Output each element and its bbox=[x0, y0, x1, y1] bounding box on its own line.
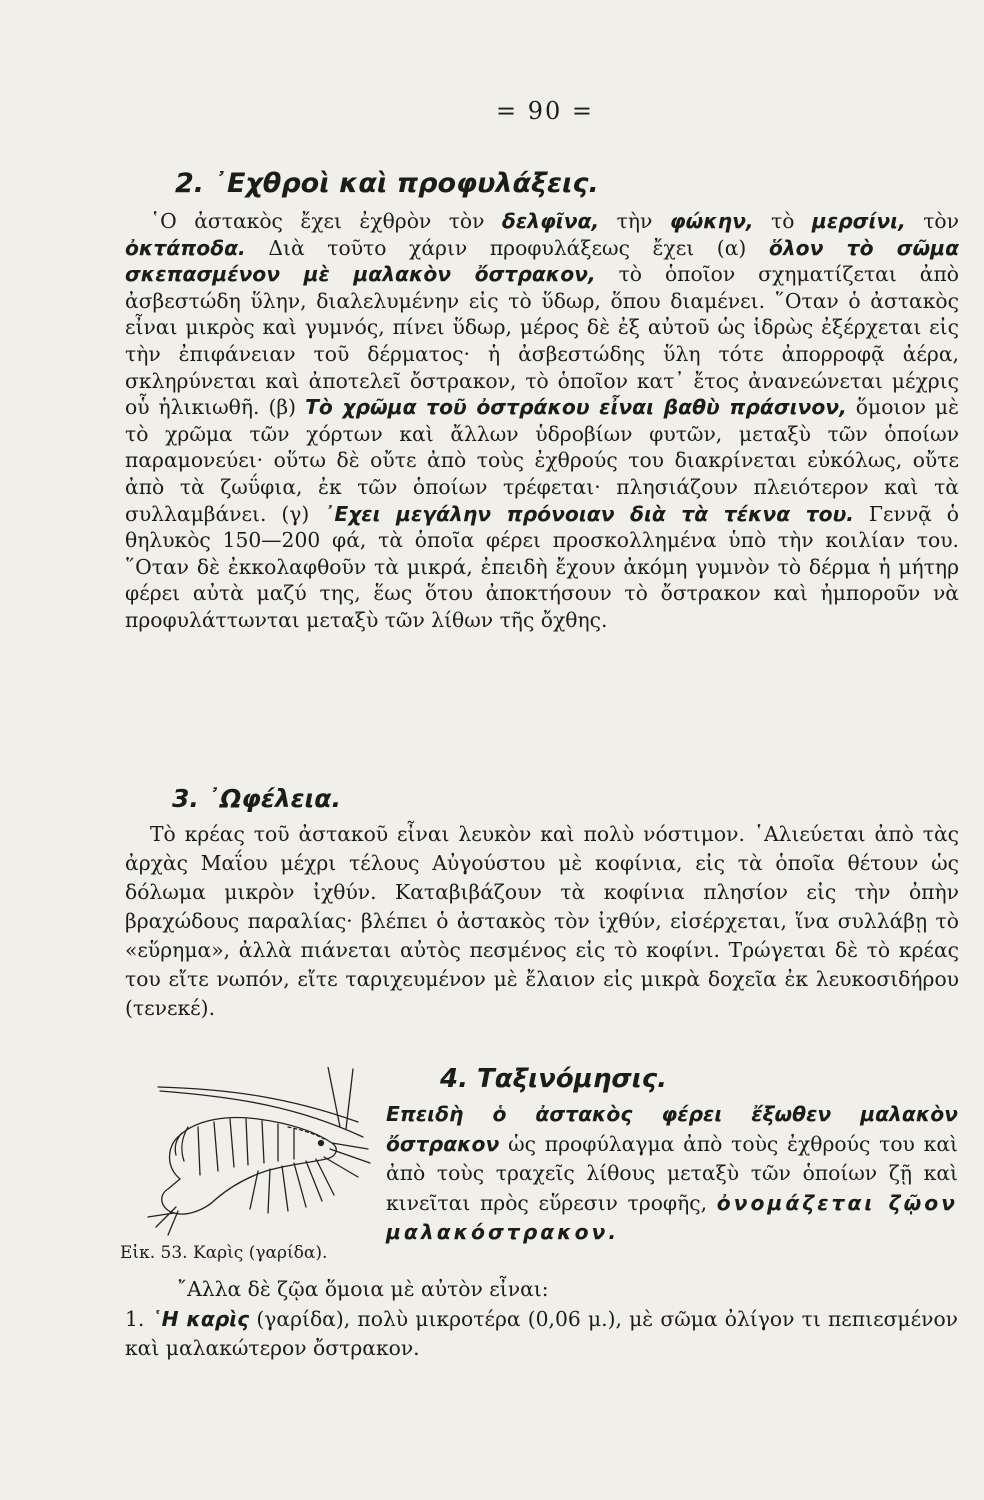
text-run: ὡς προφύλαγμα ἀπὸ τοὺς ἐχθρούς του καὶ ἀπὸ τοὺς τραχεῖς λίθους μεταξὺ τῶν ὁποίων ζῇ καὶ κινεῖται πρὸς εὕρεσιν τροφῆς, bbox=[386, 1131, 958, 1215]
text-run: τὴν bbox=[599, 209, 670, 233]
emphasis-text: ὀνομάζεται ζῷον μαλακόστρακον. bbox=[386, 1190, 958, 1244]
text-run: Γεννᾷ ὁ θηλυκὸς 150—200 φά, τὰ ὁποῖα φέρει προσκολλημένα ὑπὸ τὴν κοιλίαν του. ῞Οταν δὲ ἐκκολαφθοῦν τὰ μικρά, ἐπειδὴ ἔχουν ἀκόμη γυμνὸν τὸ δέρμα ἡ μήτηρ φέρει αὐτὰ μαζύ της, ἕως ὅτου ἀποκτήσουν τὸ ὄστρακον καὶ ἠμποροῦν νὰ προφυλάττωνται μεταξὺ τῶν λίθων τῆς ὄχθης. bbox=[125, 501, 959, 632]
emphasis-text: μερσίνι, bbox=[811, 209, 906, 233]
text-run: ὅμοιον μὲ τὸ χρῶμα τῶν χόρτων καὶ ἄλλων ὑδροβίων φυτῶν, μεταξὺ τῶν ὁποίων παραμονεύει· οὕτω δὲ οὔτε ἀπὸ τοὺς ἐχθρούς του διακρίνεται εὐκόλως, οὔτε ἀπὸ τὰ ζωΰφια, ἐκ τῶν ὁποίων τρέφεται· πλησιάζουν πλειότερον καὶ τὰ συλλαμβάνει. (γ) bbox=[125, 395, 959, 526]
section-4-continuation bbox=[125, 1275, 958, 1364]
emphasis-text: ᾿Εχει μεγάλην πρόνοιαν διὰ τὰ τέκνα του. bbox=[324, 501, 854, 526]
emphasis-text: ὀκτάποδα. bbox=[125, 235, 246, 260]
list-item-shrimp bbox=[125, 1305, 958, 1364]
section-2-heading: 2. ᾿Εχθροὶ καὶ προφυλάξεις. bbox=[175, 168, 599, 199]
section-3-body bbox=[125, 820, 959, 1023]
text-run: Διὰ τοῦτο χάριν προφυλάξεως ἔχει (α) bbox=[245, 235, 769, 260]
emphasis-text: φώκην, bbox=[669, 209, 754, 233]
emphasis-text: δελφῖνα, bbox=[501, 209, 600, 233]
page-number: = 90 = bbox=[495, 97, 594, 125]
section-4-heading: 4. Ταξινόμησις. bbox=[440, 1064, 667, 1094]
list-number: 1. bbox=[125, 1306, 152, 1331]
section-4-paragraph bbox=[386, 1100, 958, 1248]
figure-caption: Εἰκ. 53. Καρὶς (γαρίδα). bbox=[120, 1243, 328, 1263]
related-animals-intro: ῎Αλλα δὲ ζῷα ὅμοια μὲ αὐτὸν εἶναι: bbox=[177, 1277, 549, 1301]
emphasis-text: Επειδὴ ὁ ἀστακὸς φέρει ἔξωθεν μαλακὸν ὄστρακον bbox=[386, 1102, 958, 1156]
section-3-paragraph: Τὸ κρέας τοῦ ἀστακοῦ εἶναι λευκὸν καὶ πολὺ νόστιμον. ῾Αλιεύεται ἀπὸ τὰς ἀρχὰς Μαΐου μέχρι τέλους Αὐγούστου μὲ κοφίνια, εἰς τὰ ὁποῖα θέτουν ὡς δόλωμα μικρὸν ἰχθύν. Καταβιβάζουν τὰ κοφίνια πλησίον εἰς τὴν ὀπὴν βραχώδους παραλίας· βλέπει ὁ ἀστακὸς τὸν ἰχθύν, εἰσέρχεται, ἵνα συλλάβῃ τὸ «εὕρημα», ἀλλὰ πιάνεται αὐτὸς πεσμένος εἰς τὸ κοφίνι. Τρώγεται δὲ τὸ κρέας του εἴτε νωπόν, εἴτε ταριχευμένον μὲ ἔλαιον εἰς μικρὰ δοχεῖα ἐκ λευκοσιδήρου (τενεκέ). bbox=[125, 822, 959, 1020]
section-2-paragraph bbox=[125, 208, 959, 634]
emphasis-text: ῾Η καρὶς bbox=[151, 1306, 250, 1331]
section-3-heading: 3. ᾿Ωφέλεια. bbox=[172, 784, 341, 813]
shrimp-illustration bbox=[118, 1067, 380, 1243]
text-run: τὸ bbox=[753, 209, 812, 233]
text-run: ῾Ο ἀστακὸς ἔχει ἐχθρὸν τὸν bbox=[150, 209, 502, 233]
section-4-body bbox=[386, 1100, 958, 1248]
emphasis-text: ὅλον τὸ σῶμα σκεπασμένον μὲ μαλακὸν ὄστρακον, bbox=[125, 235, 959, 287]
text-run: (γαρίδα), πολὺ μικροτέρα (0,06 μ.), μὲ σῶμα ὀλίγον τι πεπιεσμένον καὶ μαλακώτερον ὄστρακον. bbox=[125, 1306, 958, 1360]
section-2-body bbox=[125, 208, 959, 634]
text-run: τὸ ὁποῖον σχηματίζεται ἀπὸ ἀσβεστώδη ὕλην, διαλελυμένην εἰς τὸ ὕδωρ, ὅπου διαμένει. ῞Οταν ὁ ἀστακὸς εἶναι μικρὸς καὶ γυμνός, πίνει ὕδωρ, μέρος δὲ ἐξ αὐτοῦ ὡς ἱδρὼς ἐξέρχεται εἰς τὴν ἐπιφάνειαν τοῦ δέρματος· ἡ ἀσβεστώδης ὕλη τότε ἀπορροφᾷ ἀέρα, σκληρύνεται καὶ ἀποτελεῖ ὄστρακον, τὸ ὁποῖον κατ᾿ ἔτος ἀνανεώνεται μέχρις οὗ ἡλικιωθῆ. (β) bbox=[125, 262, 959, 420]
text-run: τὸν bbox=[905, 209, 959, 233]
emphasis-text: Τὸ χρῶμα τοῦ ὀστράκου εἶναι βαθὺ πράσινον, bbox=[305, 395, 847, 420]
